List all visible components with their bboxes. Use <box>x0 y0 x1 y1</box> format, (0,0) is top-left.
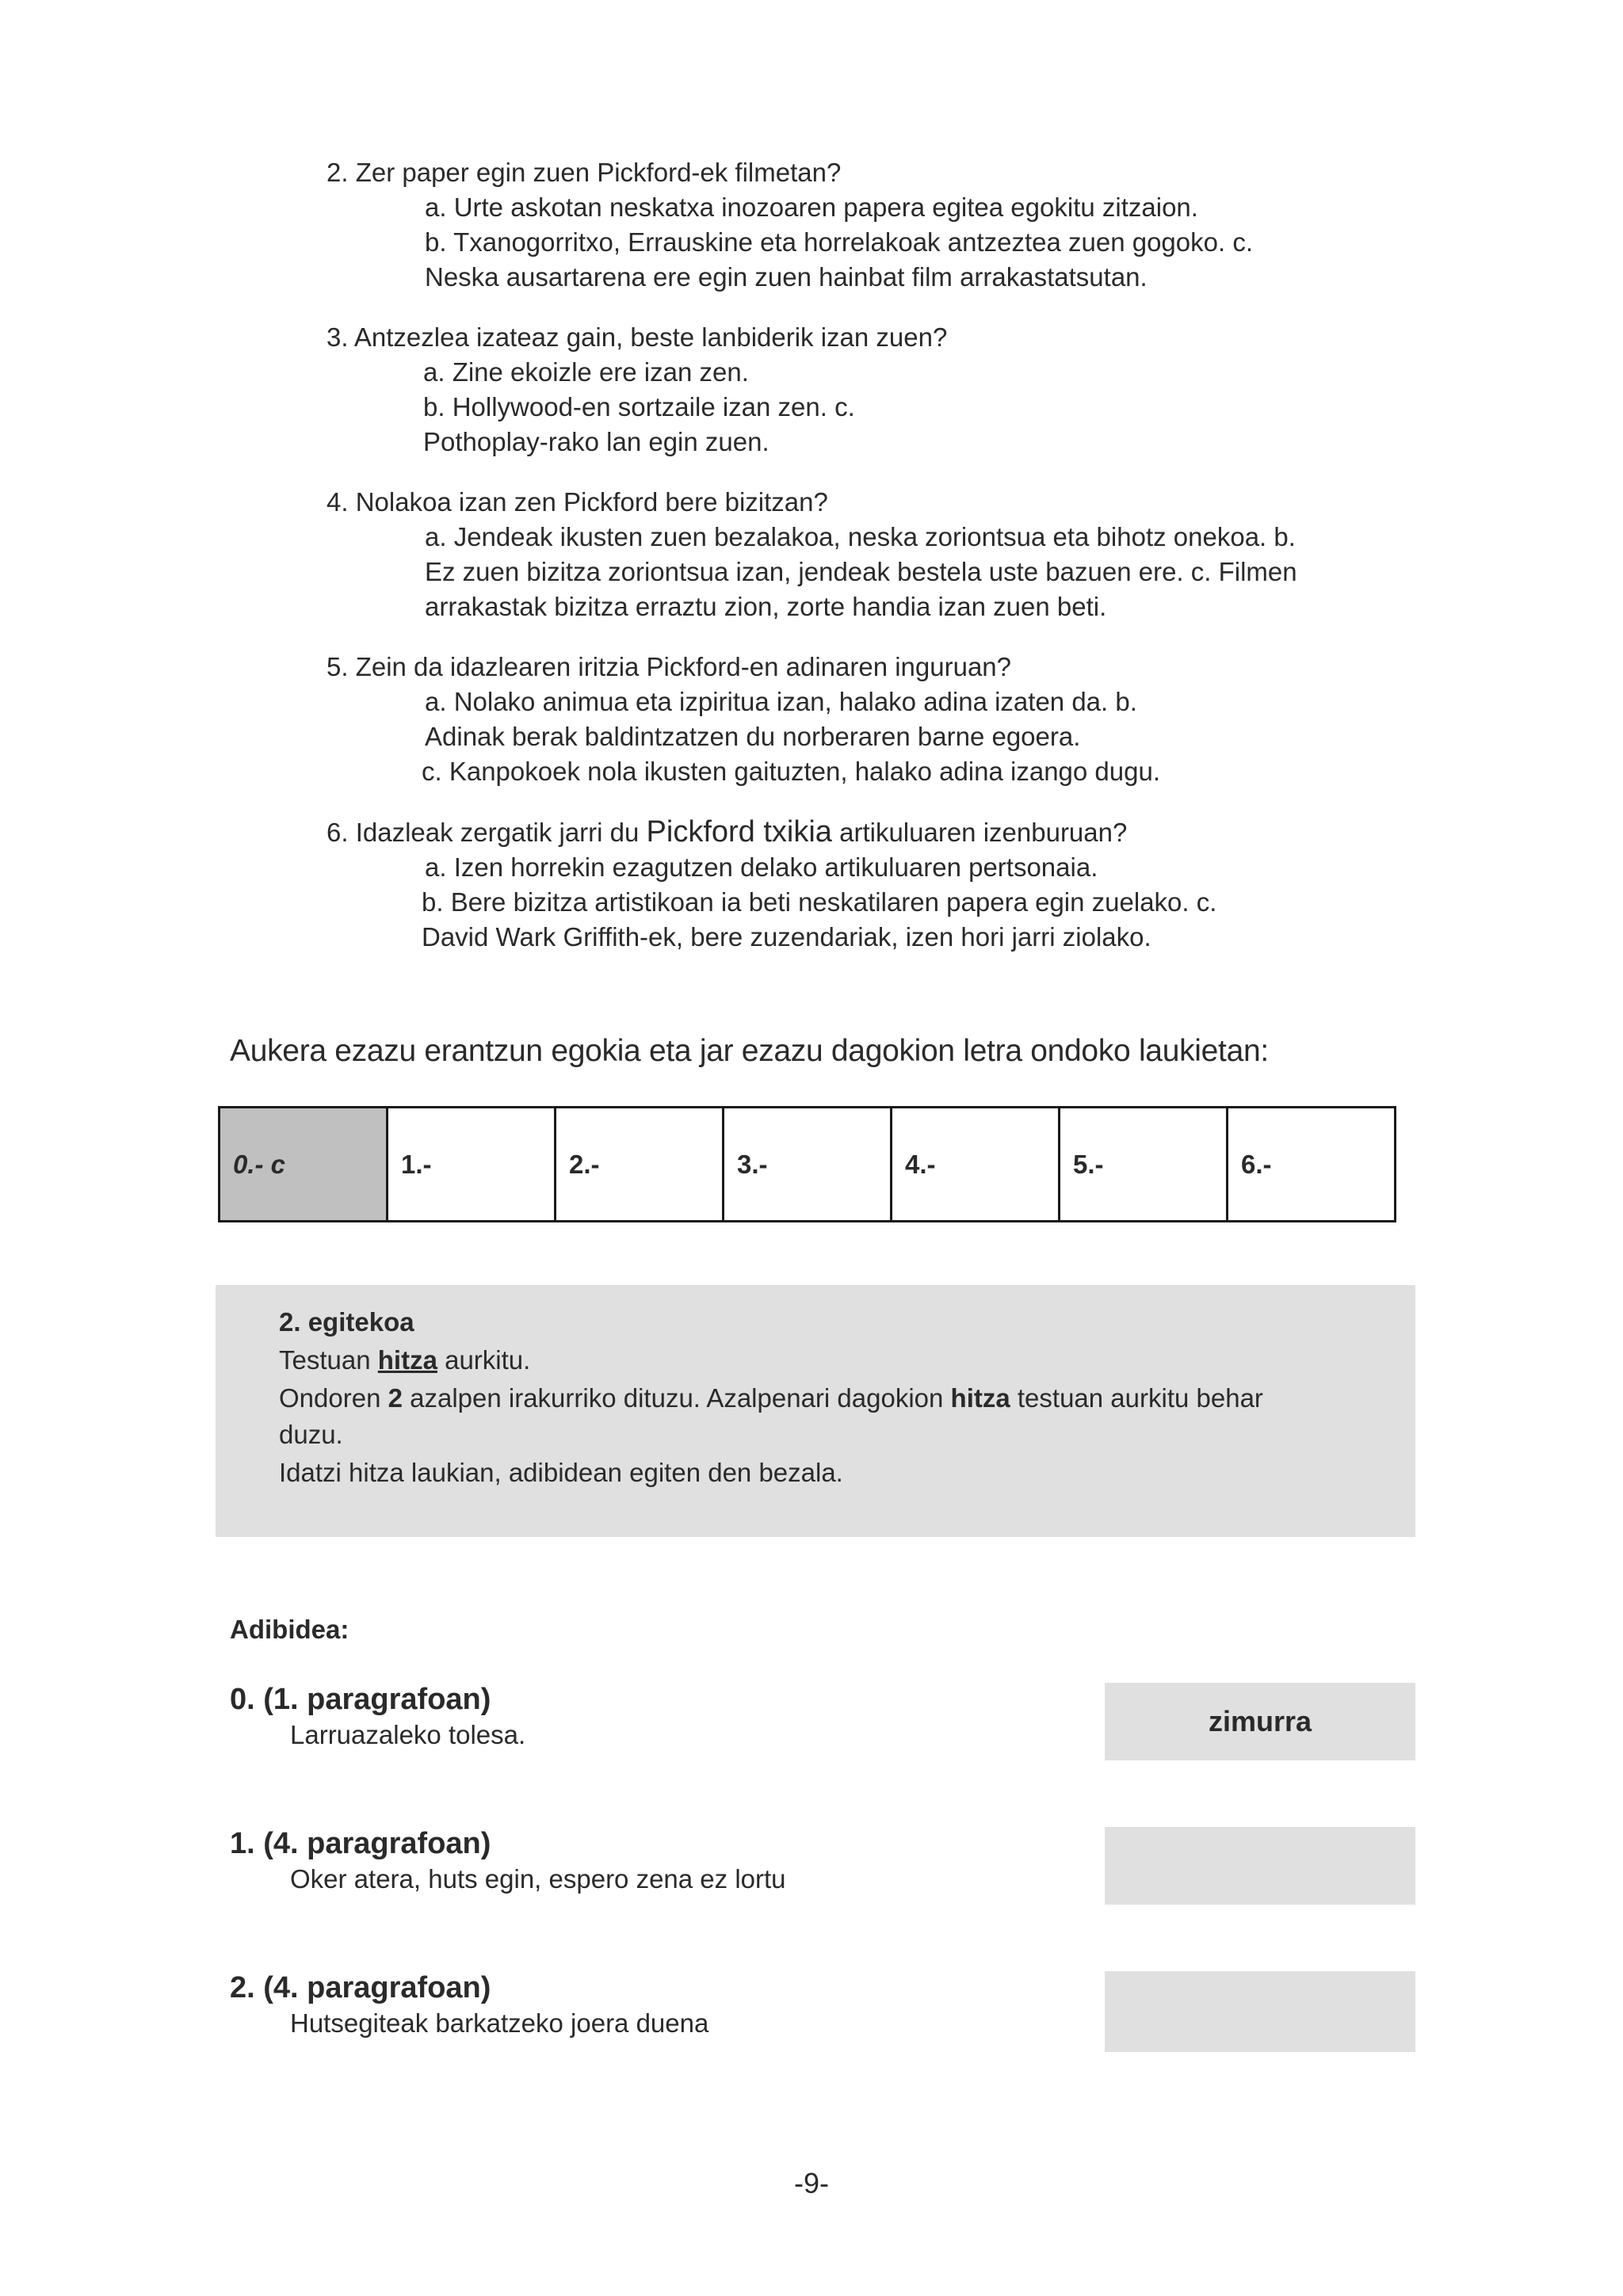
question-5 <box>327 650 1420 789</box>
option-line: Ez zuen bizitza zoriontsua izan, jendeak bestela uste bazuen ere. c. Filmen <box>425 557 1297 586</box>
answer-instruction: Aukera ezazu erantzun egokia eta jar ezazu dagokion letra ondoko laukietan: <box>230 1034 1269 1068</box>
question-3 <box>327 320 1420 460</box>
task-line <box>279 1380 1309 1453</box>
task-box <box>216 1285 1415 1537</box>
option-line: Neska ausartarena ere egin zuen hainbat film arrakastatsutan. <box>425 262 1148 292</box>
question-options <box>425 190 1420 295</box>
option-line: Pothoplay-rako lan egin zuen. <box>423 427 769 456</box>
question-options <box>422 685 1420 789</box>
vocab-answer-box-2[interactable] <box>1105 1971 1415 2052</box>
task-text: aurkitu. <box>437 1345 531 1375</box>
vocab-item-0 <box>230 1681 525 1753</box>
task-text: Testuan <box>279 1345 378 1375</box>
answer-cell-3[interactable]: 3.- <box>724 1108 892 1222</box>
question-6 <box>327 814 1420 955</box>
question-title: 4. Nolakoa izan zen Pickford bere bizitzan? <box>327 487 828 517</box>
question-2 <box>327 155 1420 295</box>
answer-cell-5[interactable]: 5.- <box>1060 1108 1228 1222</box>
vocab-item-desc: Hutsegiteak barkatzeko joera duena <box>290 2008 709 2038</box>
task-keyword: hitza <box>950 1383 1010 1413</box>
question-title: 2. Zer paper egin zuen Pickford-ek filmetan? <box>327 158 842 187</box>
task-text: testuan aurkitu behar duzu. <box>279 1383 1263 1449</box>
question-title: 3. Antzezlea izateaz gain, beste lanbiderik izan zuen? <box>327 322 948 352</box>
answer-cell-6[interactable]: 6.- <box>1228 1108 1396 1222</box>
question-title-text: artikuluaren izenburuan? <box>831 818 1128 847</box>
option-line: b. Hollywood-en sortzaile izan zen. c. <box>423 392 855 421</box>
vocab-item-2 <box>230 1970 708 2041</box>
option-line: arrakastak bizitza erraztu zion, zorte handia izan zuen beti. <box>425 592 1107 621</box>
vocab-answer-box-0: zimurra <box>1105 1683 1415 1760</box>
vocab-item-1 <box>230 1825 786 1897</box>
question-title: 5. Zein da idazlearen iritzia Pickford-en adinaren inguruan? <box>327 652 1012 681</box>
task-line: Idatzi hitza laukian, adibidean egiten den bezala. <box>279 1458 843 1487</box>
task-keyword: hitza <box>377 1345 437 1375</box>
answer-cell-example: 0.- c <box>220 1108 388 1222</box>
task-title: 2. egitekoa <box>279 1307 414 1337</box>
page-number: -9- <box>794 2167 829 2199</box>
option-line: Adinak berak baldintzatzen du norberaren barne egoera. <box>425 722 1081 751</box>
answer-cell-4[interactable]: 4.- <box>892 1108 1060 1222</box>
vocab-item-head: 0. (1. paragrafoan) <box>230 1683 491 1716</box>
answer-cell-1[interactable]: 1.- <box>388 1108 556 1222</box>
question-title-text: 6. Idazleak zergatik jarri du <box>327 818 647 847</box>
option-line: a. Urte askotan neskatxa inozoaren papera egitea egokitu zitzaion. <box>425 193 1198 222</box>
question-4 <box>327 485 1420 624</box>
task-text: azalpen irakurriko dituzu. Azalpenari dagokion <box>402 1383 951 1413</box>
option-line: a. Nolako animua eta izpiritua izan, halako adina izaten da. b. <box>425 687 1137 716</box>
vocab-item-desc: Oker atera, huts egin, espero zena ez lortu <box>290 1864 786 1894</box>
question-options <box>423 355 1420 460</box>
vocab-item-desc: Larruazaleko tolesa. <box>290 1720 526 1749</box>
option-line: a. Izen horrekin ezagutzen delako artikuluaren pertsonaia. <box>425 852 1098 882</box>
vocab-answer-box-1[interactable] <box>1105 1827 1415 1905</box>
task-text: Ondoren <box>279 1383 388 1413</box>
option-line: c. Kanpokoek nola ikusten gaituzten, halako adina izango dugu. <box>422 757 1161 786</box>
answer-table <box>218 1106 1396 1222</box>
vocab-item-head: 1. (4. paragrafoan) <box>230 1827 491 1860</box>
task-number: 2 <box>388 1383 403 1413</box>
question-title-emphasis: Pickford txikia <box>646 815 832 849</box>
question-options <box>425 520 1420 624</box>
task-line <box>279 1341 1415 1380</box>
option-line: b. Bere bizitza artistikoan ia beti neskatilaren papera egin zuelako. c. <box>422 887 1217 917</box>
option-line: b. Txanogorritxo, Errauskine eta horrelakoak antzeztea zuen gogoko. c. <box>425 227 1253 257</box>
vocab-item-head: 2. (4. paragrafoan) <box>230 1971 491 2004</box>
answer-row <box>220 1108 1396 1222</box>
option-line: David Wark Griffith-ek, bere zuzendariak, izen hori jarri ziolako. <box>422 922 1151 952</box>
option-line: a. Jendeak ikusten zuen bezalakoa, neska zoriontsua eta bihotz onekoa. b. <box>425 522 1296 551</box>
option-line: a. Zine ekoizle ere izan zen. <box>423 357 749 387</box>
answer-cell-2[interactable]: 2.- <box>556 1108 724 1222</box>
question-title <box>327 814 1420 850</box>
example-label: Adibidea: <box>230 1615 349 1644</box>
question-options <box>422 850 1420 955</box>
